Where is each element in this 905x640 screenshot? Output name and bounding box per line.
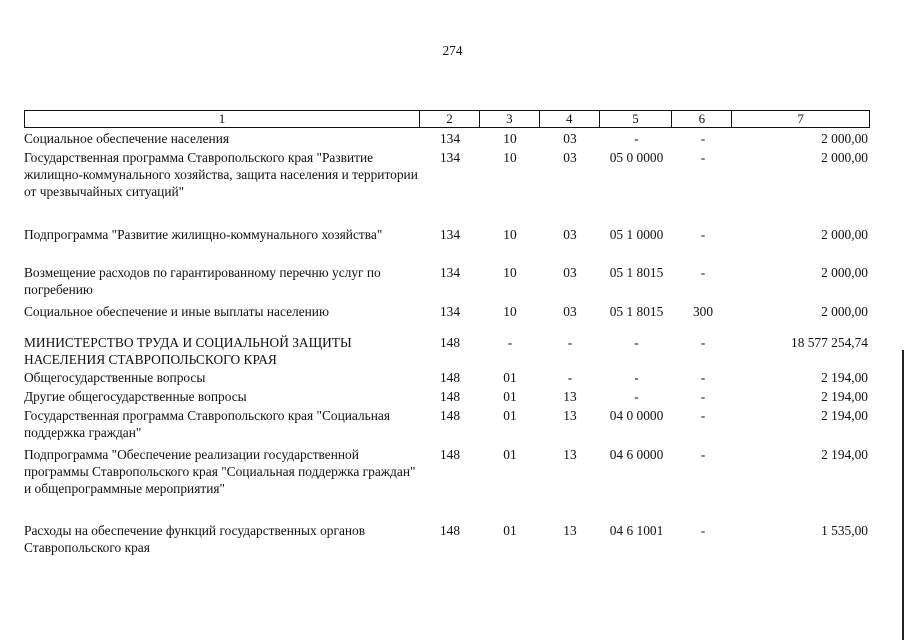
row-col-6: - <box>700 408 706 423</box>
row-name: Подпрограмма "Развитие жилищно-коммунального хозяйства" <box>24 227 383 242</box>
row-col-6: - <box>700 389 706 404</box>
row-col-3: 10 <box>503 131 517 146</box>
row-col-7: 2 194,00 <box>821 408 868 423</box>
row-col-2: 148 <box>439 370 461 385</box>
row-col-3: 10 <box>503 304 517 319</box>
row-col-4: 03 <box>563 131 577 146</box>
row-col-6: - <box>700 523 706 538</box>
row-col-7: 18 577 254,74 <box>791 335 868 350</box>
header-col-4: 4 <box>540 111 600 127</box>
scan-edge-line <box>902 350 904 640</box>
row-col-5: 04 6 1001 <box>609 523 664 538</box>
row-col-4: 03 <box>563 265 577 280</box>
row-col-7: 2 000,00 <box>821 131 868 146</box>
row-col-6: - <box>700 447 706 462</box>
row-col-7: 2 000,00 <box>821 265 868 280</box>
row-col-7: 2 000,00 <box>821 227 868 242</box>
row-col-2: 148 <box>439 523 461 538</box>
row-col-4: 13 <box>563 523 577 538</box>
row-col-6: - <box>700 370 706 385</box>
row-col-4: - <box>567 370 573 385</box>
row-col-4: 13 <box>563 447 577 462</box>
row-col-6: 300 <box>692 304 714 319</box>
row-col-3: 01 <box>503 447 517 462</box>
row-name: Государственная программа Ставропольского края "Социальная поддержка граждан" <box>24 408 391 440</box>
row-col-3: - <box>507 335 513 350</box>
row-col-5: 05 0 0000 <box>609 150 664 165</box>
row-col-2: 148 <box>439 389 461 404</box>
row-name: Государственная программа Ставропольского края "Развитие жилищно-коммунального хозяйства, защита населения и территории от чрезвычайных ситуаций" <box>24 150 418 199</box>
row-name: МИНИСТЕРСТВО ТРУДА И СОЦИАЛЬНОЙ ЗАЩИТЫ НАСЕЛЕНИЯ СТАВРОПОЛЬСКОГО КРАЯ <box>24 335 352 367</box>
row-col-5: - <box>634 131 639 146</box>
row-col-7: 2 194,00 <box>821 447 868 462</box>
row-name: Подпрограмма "Обеспечение реализации государственной программы Ставропольского края "Социальная поддержка граждан" и общепрограммные мероприятия" <box>24 447 416 496</box>
row-col-6: - <box>700 265 706 280</box>
row-col-4: 13 <box>563 408 577 423</box>
row-col-3: 10 <box>503 265 517 280</box>
row-col-3: 01 <box>503 370 517 385</box>
row-name: Другие общегосударственные вопросы <box>24 389 247 404</box>
row-name: Социальное обеспечение и иные выплаты населению <box>24 304 329 319</box>
row-col-3: 01 <box>503 523 517 538</box>
row-col-5: 05 1 8015 <box>609 265 664 280</box>
header-col-3: 3 <box>480 111 540 127</box>
header-col-1: 1 <box>25 111 420 127</box>
row-col-6: - <box>700 227 706 242</box>
row-col-2: 148 <box>439 447 461 462</box>
row-col-5: - <box>634 335 639 350</box>
row-col-5: - <box>634 370 639 385</box>
row-name: Расходы на обеспечение функций государственных органов Ставропольского края <box>24 523 366 555</box>
row-col-2: 134 <box>439 304 461 319</box>
row-col-7: 2 000,00 <box>821 150 868 165</box>
page-number: 274 <box>442 43 463 58</box>
row-col-2: 134 <box>439 265 461 280</box>
header-col-2: 2 <box>420 111 480 127</box>
row-col-5: - <box>634 389 639 404</box>
row-col-6: - <box>700 335 706 350</box>
row-col-2: 134 <box>439 150 461 165</box>
row-col-5: 05 1 8015 <box>609 304 664 319</box>
row-col-2: 148 <box>439 408 461 423</box>
row-col-3: 01 <box>503 389 517 404</box>
row-col-5: 05 1 0000 <box>609 227 664 242</box>
row-col-3: 10 <box>503 150 517 165</box>
header-col-6: 6 <box>672 111 732 127</box>
row-col-3: 10 <box>503 227 517 242</box>
row-col-4: 13 <box>563 389 577 404</box>
table-header <box>24 110 870 128</box>
row-col-7: 2 194,00 <box>821 370 868 385</box>
header-col-7: 7 <box>797 111 804 126</box>
row-col-2: 134 <box>439 227 461 242</box>
row-col-4: - <box>567 335 573 350</box>
row-col-5: 04 0 0000 <box>609 408 664 423</box>
row-col-2: 134 <box>439 131 461 146</box>
header-col-5: 5 <box>600 111 673 127</box>
row-col-4: 03 <box>563 227 577 242</box>
row-col-5: 04 6 0000 <box>609 447 664 462</box>
row-name: Социальное обеспечение населения <box>24 131 230 146</box>
row-col-3: 01 <box>503 408 517 423</box>
row-col-6: - <box>700 131 706 146</box>
row-col-7: 2 000,00 <box>821 304 868 319</box>
row-col-7: 2 194,00 <box>821 389 868 404</box>
row-col-6: - <box>700 150 706 165</box>
row-col-4: 03 <box>563 304 577 319</box>
row-col-7: 1 535,00 <box>821 523 868 538</box>
row-col-2: 148 <box>439 335 461 350</box>
row-name: Общегосударственные вопросы <box>24 370 206 385</box>
row-col-4: 03 <box>563 150 577 165</box>
row-name: Возмещение расходов по гарантированному перечню услуг по погребению <box>24 265 381 297</box>
